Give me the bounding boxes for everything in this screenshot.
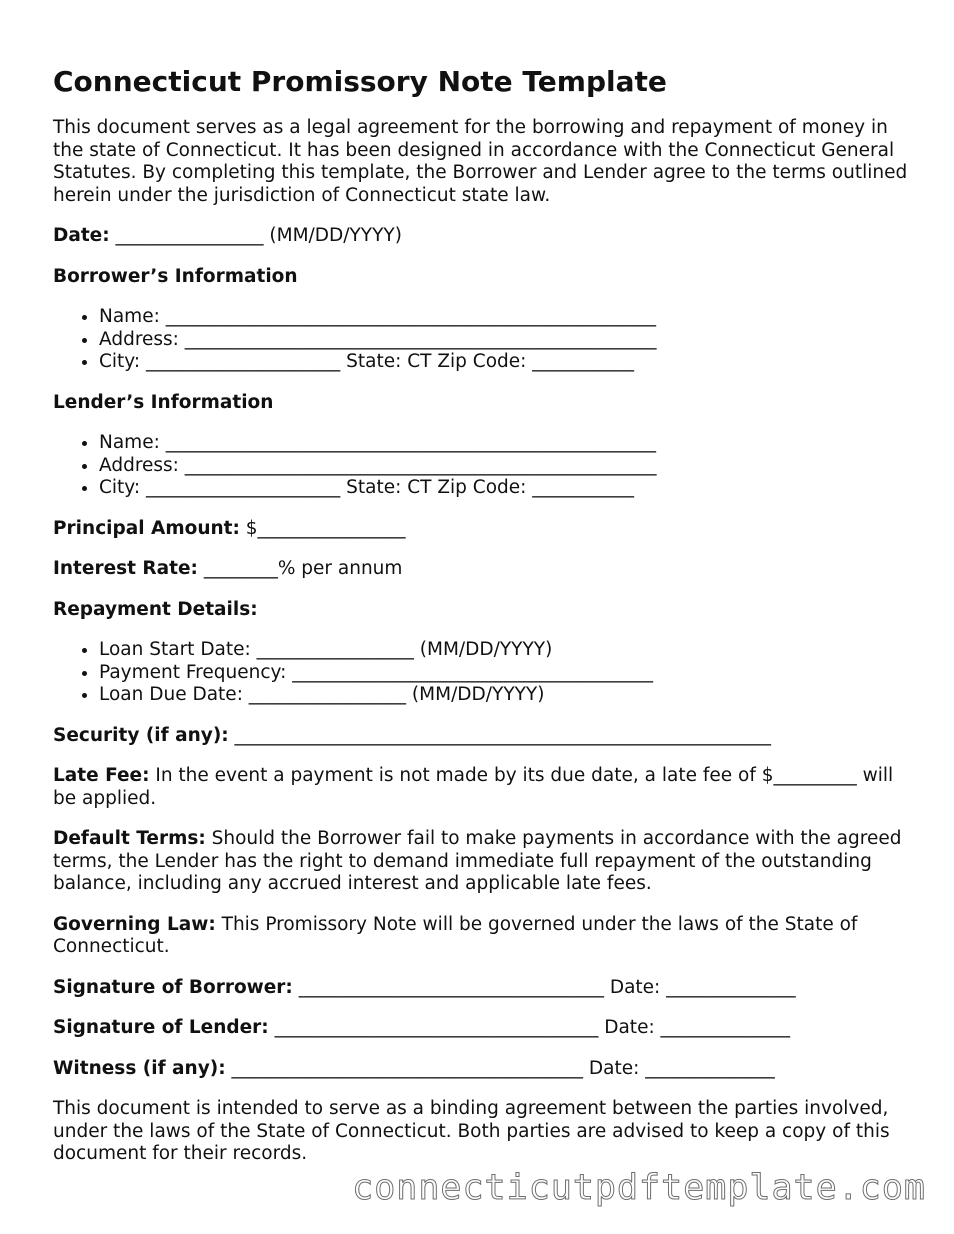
closing-paragraph: This document is intended to serve as a binding agreement between the parties involved, under the laws of the State of Connecticut. Both parties are advised to keep a copy of this document for their records. [53,1098,890,1164]
lender-name-field: • Name: _____________________________________________________ [99,432,913,455]
borrower-city-field: • City: _____________________ State: CT Zip Code: ___________ [99,351,913,374]
principal-label: Principal Amount: [53,517,240,539]
witness-signature-line [53,1058,913,1081]
lender-signature-value: ___________________________________ Date: ______________ [268,1017,791,1038]
interest-field [53,558,913,581]
borrower-list [53,306,913,374]
late-fee-text: In the event a payment is not made by its due date, a late fee of $_________ will be applied. [53,765,894,809]
document-page [53,62,913,1184]
date-label: Date: [53,225,110,246]
intro-paragraph: This document serves as a legal agreement for the borrowing and repayment of money in the state of Connecticut. It has been designed in accordance with the Connecticut General Statutes. By completing this template, the Borrower and Lender agree to the terms outlined herein under the jurisdiction of Connecticut state law. [53,117,908,206]
borrower-signature-label: Signature of Borrower: [53,976,293,998]
governing-law-paragraph [53,914,913,959]
lender-heading [53,392,913,415]
borrower-heading-text: Borrower’s Information [53,265,298,287]
document-title: Connecticut Promissory Note Template [53,65,667,98]
borrower-name-field: • Name: _____________________________________________________ [99,306,913,329]
governing-law-text: This Promissory Note will be governed under the laws of the State of Connecticut. [53,913,858,957]
borrower-heading [53,266,913,289]
watermark: connecticutpdftemplate.com [352,1168,926,1208]
late-fee-label: Late Fee: [53,765,150,786]
borrower-signature-value: _________________________________ Date: ______________ [292,976,796,998]
loan-due-field: • Loan Due Date: _________________ (MM/DD/YYYY) [99,684,913,707]
borrower-signature-line [53,977,913,1000]
principal-field [53,518,913,541]
default-terms-label: Default Terms: [53,828,206,849]
witness-signature-value: ______________________________________ Date: ______________ [225,1057,775,1079]
repayment-list [53,639,913,707]
security-label: Security (if any): [53,724,229,746]
late-fee-paragraph [53,765,913,810]
interest-value: ________% per annum [197,558,403,579]
governing-law-label: Governing Law: [53,913,216,935]
interest-label: Interest Rate: [53,558,198,579]
lender-heading-text: Lender’s Information [53,391,274,413]
borrower-address-field: • Address: ___________________________________________________ [99,329,913,352]
lender-list [53,432,913,500]
security-value: __________________________________________________________ [228,724,772,746]
principal-value: $________________ [239,517,406,539]
date-field [53,225,913,248]
lender-city-field: • City: _____________________ State: CT Zip Code: ___________ [99,477,913,500]
loan-start-field: • Loan Start Date: _________________ (MM/DD/YYYY) [99,639,913,662]
witness-signature-label: Witness (if any): [53,1057,226,1079]
lender-signature-label: Signature of Lender: [53,1017,269,1038]
date-value: ________________ (MM/DD/YYYY) [109,225,402,246]
default-terms-text: Should the Borrower fail to make payments in accordance with the agreed terms, the Lender has the right to demand immediate full repayment of the outstanding balance, including any accrued interest and applicable late fees. [53,828,902,894]
payment-frequency-field: • Payment Frequency: _______________________________________ [99,662,913,685]
repayment-heading [53,599,913,622]
lender-address-field: • Address: ___________________________________________________ [99,455,913,478]
repayment-heading-text: Repayment Details: [53,598,258,620]
default-terms-paragraph [53,828,913,896]
security-field [53,725,913,748]
lender-signature-line [53,1017,913,1040]
